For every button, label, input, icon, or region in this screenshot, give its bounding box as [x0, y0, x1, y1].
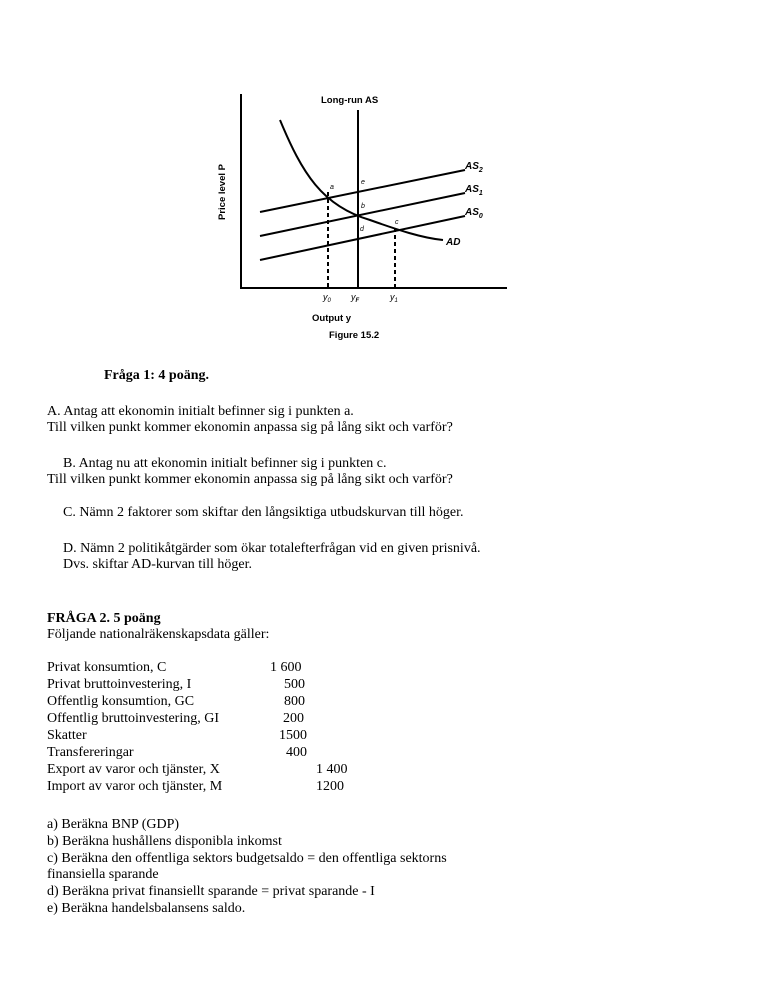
point-b-label: b — [361, 203, 365, 210]
table-row-value: 800 — [284, 694, 305, 709]
question1-a-line2: Till vilken punkt kommer ekonomin anpassa sig på lång sikt och varför? — [47, 420, 453, 435]
table-row-value: 500 — [284, 677, 305, 692]
point-a-label: a — [330, 184, 334, 191]
question2-intro: Följande nationalräkenskapsdata gäller: — [47, 627, 270, 642]
y-axis-label: Price level P — [217, 164, 228, 220]
as1-label: $AS_1$ — [465, 184, 483, 197]
figure-caption: Figure 15.2 — [329, 330, 380, 341]
question1-b-line2: Till vilken punkt kommer ekonomin anpassa sig på lång sikt och varför? — [47, 472, 453, 487]
table-row-value: 400 — [286, 745, 307, 760]
table-row-value: 200 — [283, 711, 304, 726]
as-ad-diagram — [210, 88, 550, 348]
question2-heading: FRÅGA 2. 5 poäng — [47, 611, 161, 626]
ad-label: AD — [446, 237, 461, 248]
point-e-label: e — [361, 179, 365, 186]
table-row-label: Privat bruttoinvestering, I — [47, 677, 192, 692]
tick-yF: $y_F$ — [351, 292, 360, 304]
task-item: d) Beräkna privat finansiellt sparande = privat sparande - I — [47, 884, 375, 899]
as2-label: $AS_2$ — [465, 161, 483, 174]
table-row-label: Transfereringar — [47, 745, 134, 760]
table-row-label: Skatter — [47, 728, 87, 743]
tick-y1: $y_1$ — [390, 292, 398, 304]
table-row-label: Privat konsumtion, C — [47, 660, 167, 675]
point-d-label: d — [360, 226, 364, 233]
question1-a-line1: A. Antag att ekonomin initialt befinner sig i punkten a. — [47, 404, 354, 419]
table-row-value: 1200 — [316, 779, 344, 794]
table-row-value: 1 600 — [270, 660, 302, 675]
task-item: a) Beräkna BNP (GDP) — [47, 817, 180, 832]
question1-heading: Fråga 1: 4 poäng. — [104, 368, 209, 383]
point-c-label: c — [395, 219, 399, 226]
table-row-label: Offentlig konsumtion, GC — [47, 694, 195, 709]
task-item: e) Beräkna handelsbalansens saldo. — [47, 901, 246, 916]
task-item: finansiella sparande — [47, 867, 159, 882]
as0-label: $AS_0$ — [465, 207, 483, 220]
task-item: c) Beräkna den offentliga sektors budgetsaldo = den offentliga sektorns — [47, 851, 447, 866]
long-run-as-label: Long-run AS — [321, 95, 379, 106]
table-row-label: Export av varor och tjänster, X — [47, 762, 220, 777]
table-row-label: Import av varor och tjänster, M — [47, 779, 223, 794]
question1-d-line2: Dvs. skiftar AD-kurvan till höger. — [63, 557, 252, 572]
x-axis-label: Output y — [312, 313, 352, 324]
question1-c-line1: C. Nämn 2 faktorer som skiftar den långsiktiga utbudskurvan till höger. — [63, 505, 464, 520]
tick-y0: $y_0$ — [323, 292, 331, 304]
task-item: b) Beräkna hushållens disponibla inkomst — [47, 834, 282, 849]
question1-b-line1: B. Antag nu att ekonomin initialt befinner sig i punkten c. — [63, 456, 387, 471]
table-row-value: 1500 — [279, 728, 307, 743]
question1-d-line1: D. Nämn 2 politikåtgärder som ökar totalefterfrågan vid en given prisnivå. — [63, 541, 481, 556]
table-row-value: 1 400 — [316, 762, 348, 777]
table-row-label: Offentlig bruttoinvestering, GI — [47, 711, 219, 726]
